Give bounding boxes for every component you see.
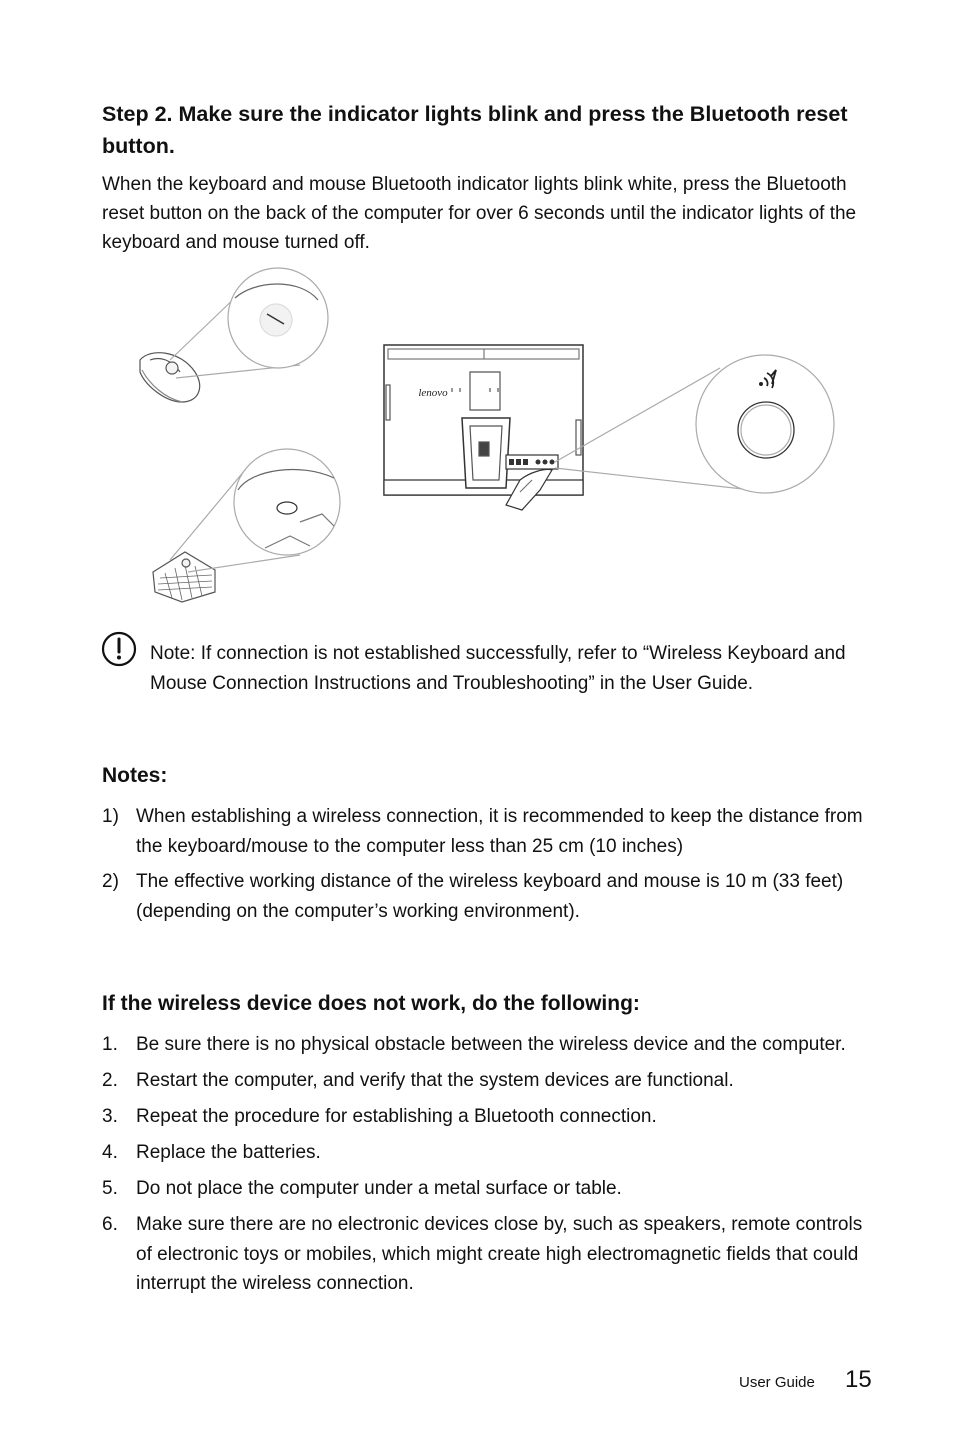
list-item-text: Make sure there are no electronic devices close by, such as speakers, remote controls of electronic toys or mobiles, which might create high electromagnetic fields that could interrupt the wireless connection. <box>136 1214 863 1294</box>
troubleshooting-list <box>102 1030 882 1305</box>
list-item <box>102 802 882 861</box>
list-item <box>102 1210 882 1299</box>
list-marker: 3. <box>102 1106 118 1127</box>
list-marker: 2) <box>102 871 119 892</box>
intro-paragraph: When the keyboard and mouse Bluetooth indicator lights blink white, press the Bluetooth reset button on the back of the computer for over 6 seconds until the indicator lights of the keyboard and mouse turned off. <box>102 174 857 253</box>
list-marker: 6. <box>102 1214 118 1235</box>
list-marker: 1. <box>102 1034 118 1055</box>
list-item-text: When establishing a wireless connection, it is recommended to keep the distance from the keyboard/mouse to the computer less than 25 cm (10 inches) <box>136 806 863 857</box>
list-item <box>102 867 882 926</box>
list-marker: 1) <box>102 806 119 827</box>
list-item-text: Restart the computer, and verify that the system devices are functional. <box>136 1070 734 1091</box>
list-item-text: The effective working distance of the wireless keyboard and mouse is 10 m (33 feet) (depending on the computer’s working environment). <box>136 871 844 922</box>
step-heading: Step 2. Make sure the indicator lights blink and press the Bluetooth reset button. <box>102 102 848 158</box>
list-item-text: Do not place the computer under a metal surface or table. <box>136 1178 622 1199</box>
page-number: 15 <box>845 1366 872 1393</box>
troubleshooting-heading: If the wireless device does not work, do the following: <box>102 992 640 1015</box>
list-item-text: Repeat the procedure for establishing a Bluetooth connection. <box>136 1106 657 1127</box>
list-item <box>102 1066 882 1096</box>
note-label: Note: <box>150 643 196 664</box>
list-marker: 5. <box>102 1178 118 1199</box>
list-item <box>102 1174 882 1204</box>
list-item <box>102 1030 882 1060</box>
notes-list <box>102 802 882 932</box>
footer-label: User Guide <box>739 1374 815 1391</box>
warning-icon <box>101 631 137 667</box>
note-text <box>150 639 880 698</box>
list-marker: 2. <box>102 1070 118 1091</box>
list-item <box>102 1138 882 1168</box>
computer-back-illustration <box>384 345 583 510</box>
keyboard-illustration <box>153 552 215 602</box>
notes-heading: Notes: <box>102 764 168 787</box>
reset-button <box>738 402 794 458</box>
list-item <box>102 1102 882 1132</box>
mouse-illustration <box>140 353 200 402</box>
list-item-text: Be sure there is no physical obstacle between the wireless device and the computer. <box>136 1034 846 1055</box>
bluetooth-reset-figure <box>0 260 954 620</box>
list-item-text: Replace the batteries. <box>136 1142 321 1163</box>
note-body: If connection is not established successfully, refer to “Wireless Keyboard and Mouse Connection Instructions and Troubleshooting” in the User Guide. <box>150 643 846 694</box>
list-marker: 4. <box>102 1142 118 1163</box>
lenovo-logo: lenovo <box>418 387 448 399</box>
